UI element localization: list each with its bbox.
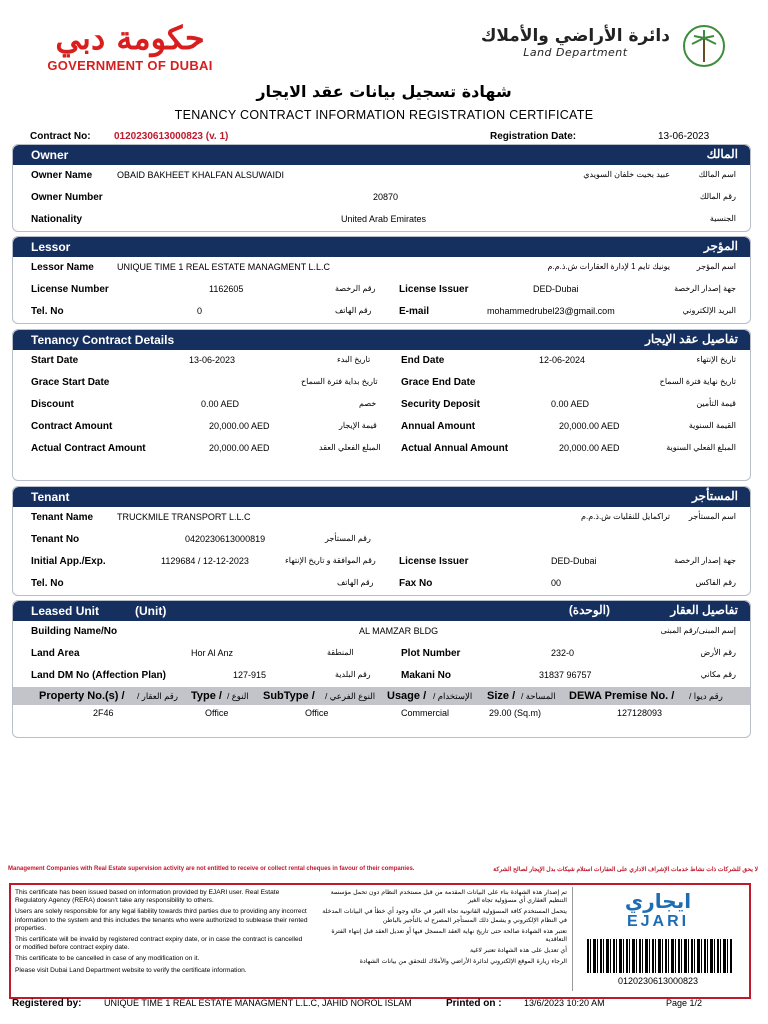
tenant-no-value: 0420230613000819 [185, 534, 266, 544]
col-subtype-ar: النوع الفرعي / [325, 691, 376, 701]
makani-value: 31837 96757 [539, 670, 592, 680]
col-type: Type / [191, 690, 222, 702]
lessor-name-label-ar: اسم المؤجر [696, 262, 736, 271]
registration-date-value: 13-06-2023 [658, 131, 710, 142]
cell-size: 29.00 (Sq.m) [489, 708, 542, 718]
makani-label-ar: رقم مكاني [700, 670, 736, 679]
dubai-logo-english: GOVERNMENT OF DUBAI [47, 58, 213, 73]
leased-unit-section-header [13, 601, 750, 621]
land-department-logo [481, 26, 670, 59]
initial-app-label-ar: رقم الموافقة و تاريخ الإنتهاء [285, 556, 376, 565]
owner-name-value: OBAID BAKHEET KHALFAN ALSUWAIDI [117, 170, 285, 180]
initial-app-label: Initial App./Exp. [31, 556, 106, 567]
tenant-name-label: Tenant Name [31, 512, 94, 523]
notice-ar-2: يتحمل المستخدم كافة المسؤولية القانونية تجاه الغير في حالة وجود أي خطأ في البيانات المدخلة في النظام الإلكتروني و يشمل ذلك المستأجر المصرح له بالتأجير بالباطن [322, 908, 567, 924]
plot-number-value: 232-0 [551, 648, 575, 658]
notice-en-2: Users are solely responsible for any legal liability towards third parties due to providing any incorrect information to the system and this includes the tenants who were authorized to sublease their rented properties. [15, 908, 308, 932]
license-row [13, 279, 750, 301]
actual-contract-amount-value: 20,000.00 AED [209, 443, 270, 453]
owner-name-row [13, 165, 750, 187]
lessor-tel-label: Tel. No [31, 306, 64, 317]
tenant-fax-label: Fax No [399, 578, 433, 589]
printed-on-label: Printed on : [446, 998, 502, 1009]
registered-by-value: UNIQUE TIME 1 REAL ESTATE MANAGMENT L.L.C, JAHID NOROL ISLAM [104, 998, 412, 1008]
actual-contract-amount-label: Actual Contract Amount [31, 443, 146, 454]
tenant-fax-label-ar: رقم الفاكس [695, 578, 736, 587]
management-warning [8, 866, 758, 872]
tenancy-section [12, 329, 751, 481]
actual-contract-amount-label-ar: المبلغ الفعلي العقد [319, 443, 381, 452]
contract-no-value: 0120230613000823 (v. 1) [114, 131, 229, 142]
tenancy-title-ar: تفاصيل عقد الإيجار [645, 332, 738, 346]
notices-box [9, 883, 751, 999]
lessor-section-header [13, 237, 750, 257]
owner-section [12, 144, 751, 232]
land-dm-value: 127-915 [233, 670, 267, 680]
unit-title-en-2: (Unit) [135, 604, 167, 618]
building-label: Building Name/No [31, 626, 118, 637]
cell-type: Office [205, 708, 229, 718]
notice-ar-3: تعتبر هذه الشهادة صالحة حتى تاريخ نهاية العقد المسجل فيها أو تعديل العقد قبل إنتهاء الفترة التعاقدية [331, 927, 567, 944]
lessor-name-row [13, 257, 750, 279]
tenant-tel-label: Tel. No [31, 578, 64, 589]
lessor-tel-value: 0 [197, 306, 203, 316]
warning-arabic: لا يحق للشركات ذات نشاط خدمات الإشراف الاداري على العقارات استلام شيكات بدل الإيجار لصالح الشركة [493, 867, 758, 873]
security-deposit-label-ar: قيمة التأمين [696, 399, 736, 408]
unit-title-en: Leased Unit [31, 604, 100, 618]
license-issuer-label-ar: جهة إصدار الرخصة [674, 284, 736, 293]
end-date-label-ar: تاريخ الإنتهاء [696, 355, 736, 364]
initial-app-value: 1129684 / 12-12-2023 [161, 556, 249, 566]
notices-english [15, 889, 310, 978]
col-property-no: Property No.(s) / [39, 690, 125, 702]
ejari-panel [572, 887, 743, 991]
col-usage: Usage / [387, 690, 427, 702]
actual-annual-amount-value: 20,000.00 AED [559, 443, 620, 453]
grace-end-label-ar: تاريخ نهاية فترة السماح [659, 377, 736, 386]
land-department-english: Land Department [523, 46, 628, 59]
notice-en-1: This certificate has been issued based on information provided by EJARI user. Real Estate Regulatory Agency (RERA) doesn't take any responsibility to others. [15, 889, 280, 905]
grace-end-label: Grace End Date [401, 377, 476, 388]
nationality-label-ar: الجنسية [709, 214, 736, 223]
tenant-license-issuer-label-ar: جهة إصدار الرخصة [674, 556, 736, 565]
owner-section-header [13, 145, 750, 165]
dubai-logo-arabic: حكومة دبي [55, 19, 205, 57]
tenant-name-row [13, 507, 750, 529]
lessor-email-label-ar: البريد الإلكتروني [682, 306, 736, 315]
ejari-logo-english: EJARI [626, 913, 690, 930]
grace-start-label: Grace Start Date [31, 377, 110, 388]
start-date-value: 13-06-2023 [189, 355, 236, 365]
lessor-name-value: UNIQUE TIME 1 REAL ESTATE MANAGMENT L.L.C [117, 262, 331, 272]
license-issuer-value: DED-Dubai [533, 284, 579, 294]
discount-row [13, 394, 750, 416]
annual-amount-value: 20,000.00 AED [559, 421, 620, 431]
tenant-fax-value: 00 [551, 578, 562, 588]
grace-start-label-ar: تاريخ بداية فترة السماح [301, 377, 378, 386]
page-number: Page 1/2 [666, 998, 703, 1008]
owner-name-label-ar: اسم المالك [698, 170, 736, 179]
cell-subtype: Office [305, 708, 329, 718]
lessor-email-label: E-mail [399, 306, 430, 317]
tenant-no-label-ar: رقم المستأجر [325, 534, 371, 543]
lessor-section [12, 236, 751, 324]
notice-en-4: This certificate to be cancelled in case of any modification on it. [15, 955, 200, 963]
owner-name-arabic: عبيد بخيت خلفان السويدي [583, 170, 670, 179]
owner-title-en: Owner [31, 148, 69, 162]
plot-number-label: Plot Number [401, 648, 461, 659]
col-size: Size / [487, 690, 516, 702]
dm-row [13, 665, 750, 687]
lessor-email-value: mohammedrubel23@gmail.com [487, 306, 615, 316]
dubai-government-logo [40, 18, 220, 73]
contract-amount-label-ar: قيمة الإيجار [339, 421, 377, 430]
tenant-title-ar: المستأجر [692, 489, 738, 503]
notice-ar-1: تم إصدار هذه الشهادة بناء على البيانات المقدمة من قبل مستخدم النظام دون تحمل مؤسسة التنظيم العقاري أي مسؤولية تجاه الغير [330, 889, 567, 905]
nationality-label: Nationality [31, 214, 83, 225]
col-type-ar: النوع / [227, 691, 249, 701]
lessor-name-arabic: يونيك تايم 1 لإدارة العقارات ش.ذ.م.م [547, 262, 670, 271]
certificate-title-english: TENANCY CONTRACT INFORMATION REGISTRATION CERTIFICATE [174, 108, 594, 122]
tenant-license-issuer-value: DED-Dubai [551, 556, 597, 566]
cell-dewa: 127128093 [617, 708, 663, 718]
leased-unit-section [12, 600, 751, 738]
tenant-section [12, 486, 751, 596]
owner-title-ar: المالك [706, 147, 738, 161]
tenant-license-issuer-label: License Issuer [399, 556, 469, 567]
land-dm-label: Land DM No (Affection Plan) [31, 670, 166, 681]
tenant-tel-label-ar: رقم الهاتف [337, 578, 374, 587]
nationality-row [13, 209, 750, 231]
owner-number-label-ar: رقم المالك [699, 192, 736, 201]
actual-annual-amount-label-ar: المبلغ الفعلي السنوية [666, 443, 736, 452]
nationality-value: United Arab Emirates [341, 214, 427, 224]
lessor-name-label: Lessor Name [31, 262, 94, 273]
discount-label-ar: خصم [359, 399, 377, 408]
notice-ar-5: الرجاء زيارة الموقع الإلكتروني لدائرة الأراضي والأملاك للتحقق من بيانات الشهادة [359, 958, 567, 966]
palm-tree-icon [682, 24, 726, 68]
owner-name-label: Owner Name [31, 170, 93, 181]
col-subtype: SubType / [263, 690, 315, 702]
contract-amount-label: Contract Amount [31, 421, 113, 432]
annual-amount-label-ar: القيمة السنوية [688, 421, 736, 430]
actual-annual-amount-label: Actual Annual Amount [401, 443, 509, 454]
tenant-section-header [13, 487, 750, 507]
discount-value: 0.00 AED [201, 399, 240, 409]
land-area-label-ar: المنطقة [327, 648, 354, 657]
owner-number-value: 20870 [373, 192, 399, 202]
building-value: AL MAMZAR BLDG [359, 626, 439, 636]
amount-row [13, 416, 750, 438]
actual-amount-row [13, 438, 750, 460]
license-issuer-label: License Issuer [399, 284, 469, 295]
tenant-name-arabic: تراكمايل للنقليات ش.ذ.م.م [581, 512, 670, 521]
makani-label: Makani No [401, 670, 452, 681]
building-row [13, 621, 750, 643]
owner-number-row [13, 187, 750, 209]
lessor-title-en: Lessor [31, 240, 71, 254]
barcode-number: 0120230613000823 [617, 976, 699, 986]
building-label-ar: إسم المبنى/رقم المبنى [660, 626, 736, 635]
registration-date-label: Registration Date: [490, 131, 577, 142]
unit-title-ar: تفاصيل العقار [670, 603, 738, 617]
owner-number-label: Owner Number [31, 192, 103, 203]
tenant-app-row [13, 551, 750, 573]
col-dewa-ar: رقم ديوا / [689, 691, 723, 701]
table-row [13, 705, 750, 727]
dates-row [13, 350, 750, 372]
tenant-no-row [13, 529, 750, 551]
grace-row [13, 372, 750, 394]
notices-arabic [317, 889, 567, 970]
registered-by-label: Registered by: [12, 998, 82, 1009]
contract-info-line [30, 131, 740, 145]
land-area-row [13, 643, 750, 665]
col-property-no-ar: رقم العقار / [137, 691, 178, 701]
unit-table-header [13, 687, 750, 705]
contract-amount-value: 20,000.00 AED [209, 421, 270, 431]
security-deposit-label: Security Deposit [401, 399, 480, 410]
discount-label: Discount [31, 399, 74, 410]
tenancy-title-en: Tenancy Contract Details [31, 333, 175, 347]
contract-no-label: Contract No: [30, 131, 91, 142]
printed-on-value: 13/6/2023 10:20 AM [524, 998, 605, 1008]
license-number-label-ar: رقم الرخصة [335, 284, 376, 293]
land-area-label: Land Area [31, 648, 80, 659]
unit-title-ar-2: (الوحدة) [568, 603, 610, 617]
cell-usage: Commercial [401, 708, 450, 718]
plot-number-label-ar: رقم الأرض [700, 648, 736, 657]
tenancy-section-header [13, 330, 750, 350]
lessor-title-ar: المؤجر [703, 239, 738, 253]
tenant-title-en: Tenant [31, 490, 70, 504]
start-date-label: Start Date [31, 355, 79, 366]
annual-amount-label: Annual Amount [401, 421, 476, 432]
ejari-logo-arabic: ايجاري [624, 889, 692, 913]
license-number-label: License Number [31, 284, 109, 295]
end-date-label: End Date [401, 355, 445, 366]
barcode-icon [587, 939, 732, 973]
certificate-title-arabic: شهادة تسجيل بيانات عقد الايجار [256, 82, 512, 101]
tenant-contact-row [13, 573, 750, 595]
notice-en-3: This certificate will be invalid by registered contract expiry date, or in case the contract is cancelled or modified before contract expiry date. [15, 936, 303, 952]
notice-en-5: Please visit Dubai Land Department website to verify the certificate information. [15, 966, 247, 974]
warning-english: Management Companies with Real Estate supervision activity are not entitled to receive or collect rental cheques in favour of their companies. [8, 866, 415, 872]
col-usage-ar: الإستخدام / [433, 691, 473, 701]
footer [12, 998, 742, 1012]
cell-property-no: 2F46 [93, 708, 114, 718]
lessor-contact-row [13, 301, 750, 323]
land-area-value: Hor Al Anz [191, 648, 234, 658]
land-department-arabic: دائرة الأراضي والأملاك [480, 26, 670, 46]
land-dm-label-ar: رقم البلدية [335, 670, 371, 679]
end-date-value: 12-06-2024 [539, 355, 586, 365]
start-date-label-ar: تاريخ البدء [337, 355, 371, 364]
lessor-tel-label-ar: رقم الهاتف [335, 306, 372, 315]
security-deposit-value: 0.00 AED [551, 399, 590, 409]
license-number-value: 1162605 [209, 284, 244, 294]
col-size-ar: المساحة / [521, 691, 556, 701]
col-dewa: DEWA Premise No. / [569, 690, 675, 702]
tenant-name-value: TRUCKMILE TRANSPORT L.L.C [117, 512, 251, 522]
tenant-no-label: Tenant No [31, 534, 80, 545]
tenant-name-label-ar: اسم المستأجر [688, 512, 736, 521]
notice-ar-4: أي تعديل على هذه الشهادة تعتبر لاغية [469, 947, 567, 955]
